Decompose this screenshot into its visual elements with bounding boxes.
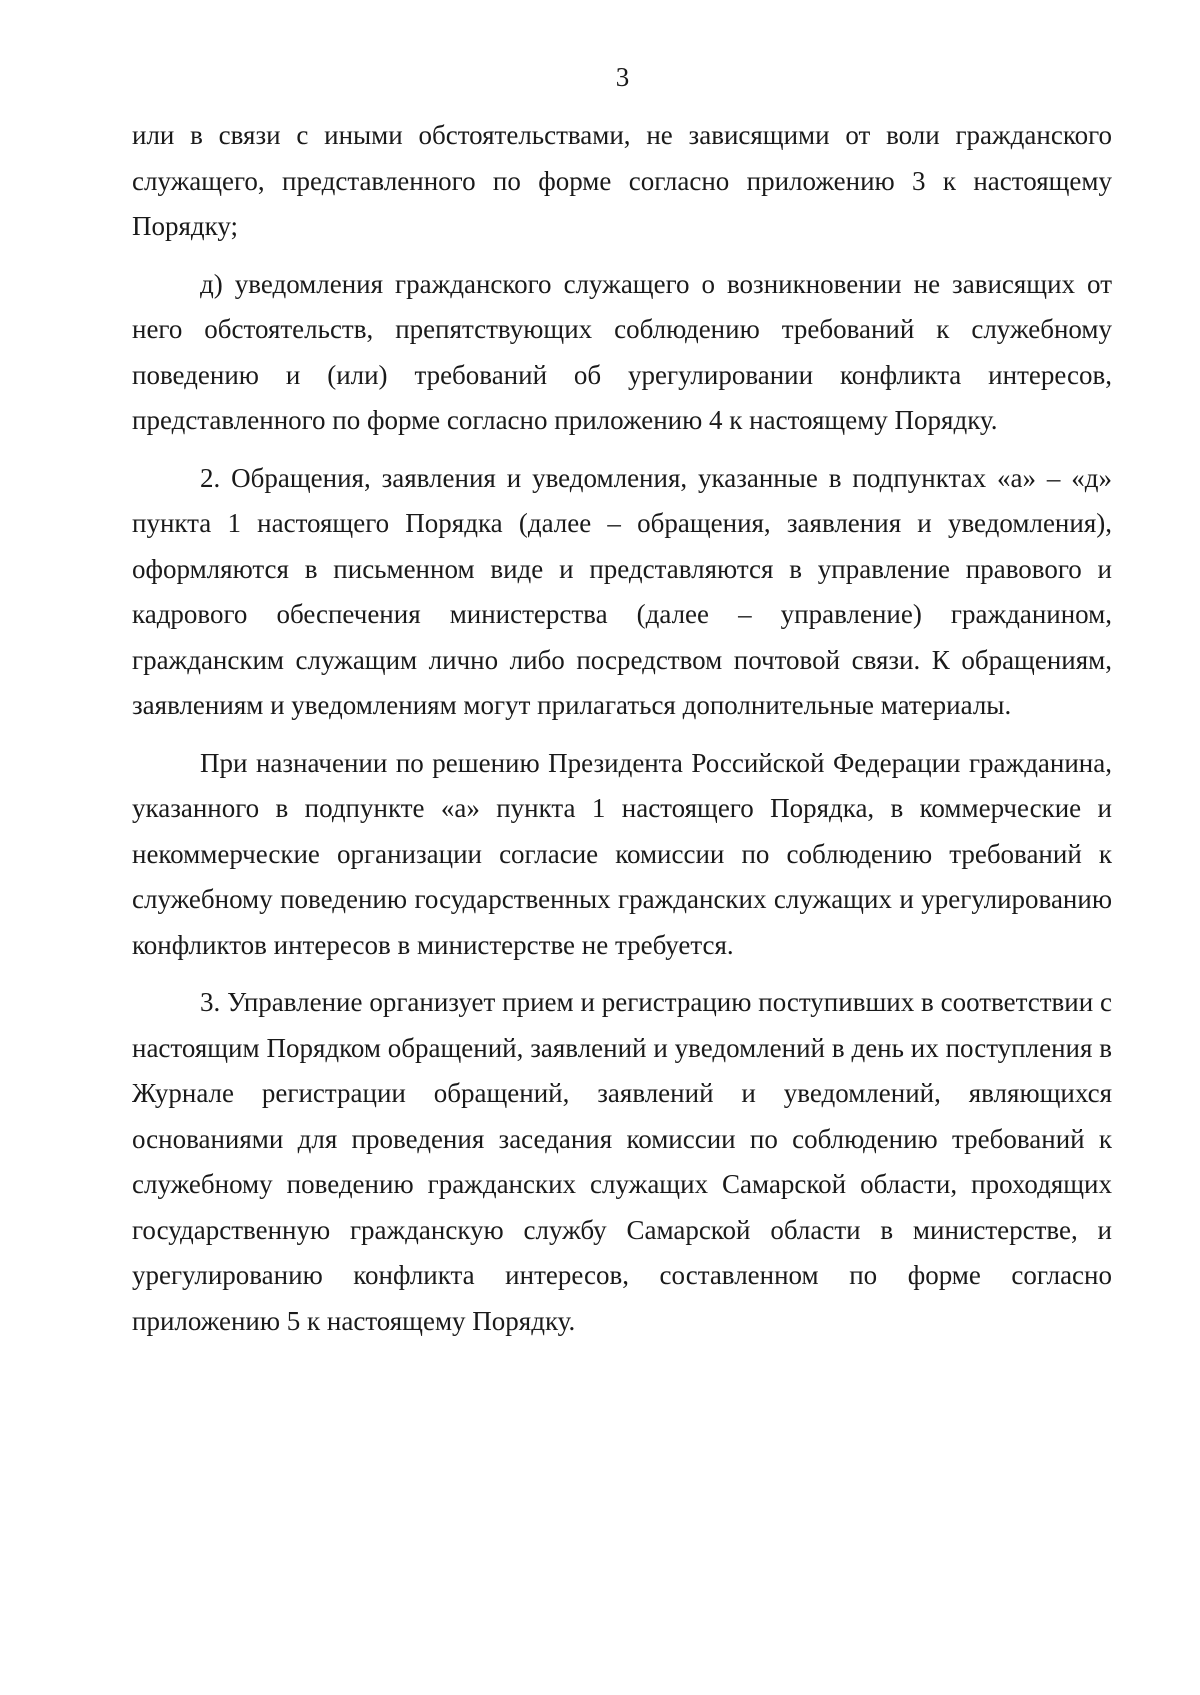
paragraph-item-3: 3. Управление организует прием и регистрацию поступивших в соответствии с настоящим Порядком обращений, заявлений и уведомлений в день их поступления в Журнале регистрации обращений, заявлений и уведомлений, являющихся основаниями для проведения заседания комиссии по соблюдению требований к служебному поведению гражданских служащих Самарской области, проходящих государственную гражданскую службу Самарской области в министерстве, и урегулированию конфликта интересов, составленном по форме согласно приложению 5 к настоящему Порядку. bbox=[132, 987, 1112, 1336]
paragraph-item-2: 2. Обращения, заявления и уведомления, указанные в подпунктах «а» – «д» пункта 1 настоящего Порядка (далее – обращения, заявления и уведомления), оформляются в письменном виде и представляются в управление правового и кадрового обеспечения министерства (далее – управление) гражданином, гражданским служащим лично либо посредством почтовой связи. К обращениям, заявлениям и уведомлениям могут прилагаться дополнительные материалы. bbox=[132, 462, 1112, 720]
document-body bbox=[132, 113, 1112, 1344]
paragraph-president-appointment: При назначении по решению Президента Российской Федерации гражданина, указанного в подпункте «а» пункта 1 настоящего Порядка, в коммерческие и некоммерческие организации согласие комиссии по соблюдению требований к служебному поведению государственных гражданских служащих и урегулированию конфликтов интересов в министерстве не требуется. bbox=[132, 747, 1112, 960]
paragraph-subitem-d: д) уведомления гражданского служащего о возникновении не зависящих от него обстоятельств, препятствующих соблюдению требований к служебному поведению и (или) требований об урегулировании конфликта интересов, представленного по форме согласно приложению 4 к настоящему Порядку. bbox=[132, 268, 1112, 435]
paragraph-continuation: или в связи с иными обстоятельствами, не зависящими от воли гражданского служащего, представленного по форме согласно приложению 3 к настоящему Порядку; bbox=[132, 120, 1112, 241]
page-number: 3 bbox=[615, 62, 630, 92]
